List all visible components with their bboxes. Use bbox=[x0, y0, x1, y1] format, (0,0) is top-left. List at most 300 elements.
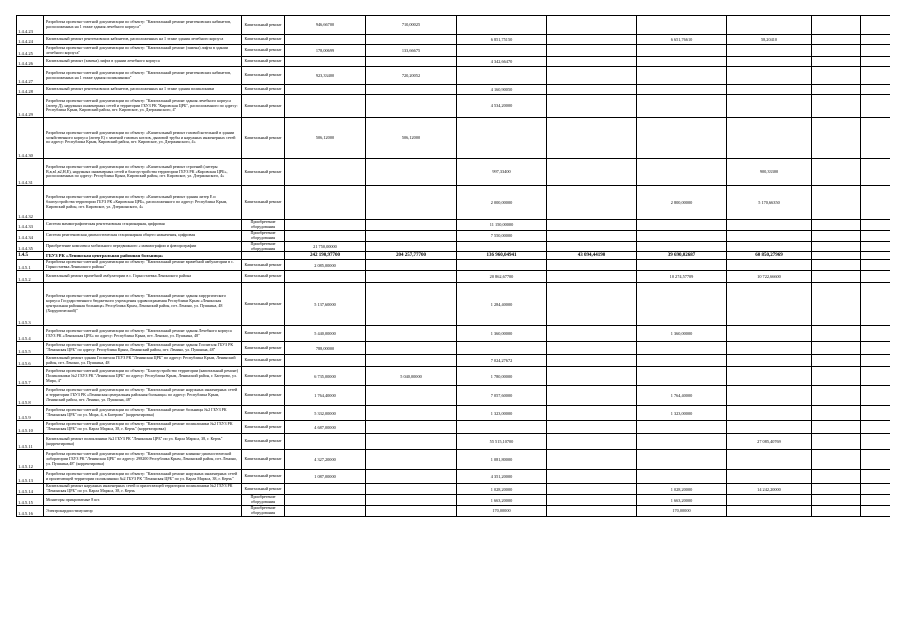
row-value-4 bbox=[547, 484, 637, 495]
row-value-2 bbox=[366, 57, 457, 67]
row-value-3: 1 028,20000 bbox=[457, 484, 547, 495]
row-value-6 bbox=[727, 230, 812, 241]
row-code: 1.4.5.4 bbox=[17, 326, 44, 342]
row-value-5 bbox=[637, 355, 727, 367]
row-value-6 bbox=[727, 342, 812, 355]
row-work-type: Капитальный ремонт bbox=[242, 484, 285, 495]
row-value-3: 4 160,90050 bbox=[457, 85, 547, 95]
row-value-1: 946,66700 bbox=[285, 16, 366, 35]
row-empty-cell bbox=[812, 67, 861, 85]
table-row bbox=[17, 495, 891, 506]
row-empty-cell bbox=[812, 421, 861, 434]
row-value-4 bbox=[547, 450, 637, 470]
row-empty-cell bbox=[812, 230, 861, 241]
row-empty-cell bbox=[812, 484, 861, 495]
row-value-4 bbox=[547, 506, 637, 517]
row-value-5: 2 800,00000 bbox=[637, 186, 727, 220]
row-work-type: Приобретение оборудования bbox=[242, 495, 285, 506]
row-value-5 bbox=[637, 434, 727, 450]
row-code: 1.4.5.13 bbox=[17, 470, 44, 484]
row-value-2 bbox=[366, 342, 457, 355]
table-row bbox=[17, 35, 891, 45]
row-value-3: 7 550,00000 bbox=[457, 230, 547, 241]
row-work-type: Капитальный ремонт bbox=[242, 159, 285, 186]
row-value-3: 55 515,10700 bbox=[457, 434, 547, 450]
row-empty-cell bbox=[861, 35, 891, 45]
row-value-1: 1 087,00000 bbox=[285, 470, 366, 484]
row-code: 1.4.4.26 bbox=[17, 57, 44, 67]
row-value-1: 4 327,20000 bbox=[285, 450, 366, 470]
table-row bbox=[17, 67, 891, 85]
row-value-2 bbox=[366, 186, 457, 220]
table-body bbox=[17, 16, 891, 517]
row-value-5 bbox=[637, 67, 727, 85]
row-value-6 bbox=[727, 495, 812, 506]
row-value-4 bbox=[547, 386, 637, 406]
row-value-4 bbox=[547, 260, 637, 271]
row-value-1: 242 190,97700 bbox=[285, 252, 366, 260]
table-row bbox=[17, 95, 891, 118]
row-empty-cell bbox=[812, 45, 861, 57]
row-value-1: 5 137,60000 bbox=[285, 283, 366, 326]
row-value-2: 5 040,00000 bbox=[366, 367, 457, 386]
row-description: Капитальный ремонт рентгеновских кабинетов, расположенных на 1 этаже здания поликлиники bbox=[44, 85, 242, 95]
row-value-4 bbox=[547, 241, 637, 252]
row-empty-cell bbox=[812, 252, 861, 260]
row-work-type: Капитальный ремонт bbox=[242, 421, 285, 434]
row-empty-cell bbox=[812, 386, 861, 406]
row-description: ГБУЗ РК «Ленинская центральная районная больница» bbox=[44, 252, 242, 260]
row-value-2 bbox=[366, 95, 457, 118]
row-value-2 bbox=[366, 260, 457, 271]
row-value-4 bbox=[547, 326, 637, 342]
row-empty-cell bbox=[861, 342, 891, 355]
row-code: 1.4.5.10 bbox=[17, 421, 44, 434]
row-empty-cell bbox=[861, 283, 891, 326]
row-value-3: 1 360,00000 bbox=[457, 326, 547, 342]
table-row bbox=[17, 470, 891, 484]
row-description: Разработка проектно-сметной документации по объекту: "Капитальный ремонт здания лечебного корпуса (литер Д), наружных инженерных сетей и территории ГБУЗ РК "Кировская ЦРБ", расположенного по адресу: Республика Крым, Кировский район, пгт. Кировское, ул. Дзержинского, 4" bbox=[44, 95, 242, 118]
row-value-3: 1 323,00000 bbox=[457, 406, 547, 421]
row-value-2 bbox=[366, 495, 457, 506]
row-description: Система рентгеновская диагностическая стационарная общего назначения, цифровая bbox=[44, 230, 242, 241]
row-work-type: Капитальный ремонт bbox=[242, 45, 285, 57]
row-value-2 bbox=[366, 159, 457, 186]
table-row bbox=[17, 406, 891, 421]
row-value-1 bbox=[285, 434, 366, 450]
row-description: Капитальный ремонт наружных инженерных сетей и прилегающей территории поликлиники №2 ГБУЗ РК "Ленинская ЦРБ" по ул. Карла Маркса, 38, г. Керчь bbox=[44, 484, 242, 495]
row-work-type: Капитальный ремонт bbox=[242, 35, 285, 45]
row-value-2: 710,00025 bbox=[366, 16, 457, 35]
row-code: 1.4.4.33 bbox=[17, 220, 44, 231]
row-value-5: 10 274,57709 bbox=[637, 271, 727, 283]
row-value-5: 170,00000 bbox=[637, 506, 727, 517]
row-value-1: 2 085,00000 bbox=[285, 260, 366, 271]
row-code: 1.4.4.31 bbox=[17, 159, 44, 186]
row-work-type: Капитальный ремонт bbox=[242, 434, 285, 450]
row-description: Разработка проектно-сметной документации по объекту: "Капитальный ремонт рентгеновских кабинетов, расположенных на 1 этаже здания лечебного корпуса" bbox=[44, 16, 242, 35]
row-value-2 bbox=[366, 434, 457, 450]
row-value-4 bbox=[547, 367, 637, 386]
table-row bbox=[17, 186, 891, 220]
row-work-type: Капитальный ремонт bbox=[242, 355, 285, 367]
row-empty-cell bbox=[861, 57, 891, 67]
row-value-1 bbox=[285, 35, 366, 45]
row-code: 1.4.4.35 bbox=[17, 241, 44, 252]
row-value-6 bbox=[727, 260, 812, 271]
row-value-1 bbox=[285, 230, 366, 241]
table-row bbox=[17, 421, 891, 434]
row-empty-cell bbox=[812, 95, 861, 118]
row-value-3 bbox=[457, 342, 547, 355]
row-work-type: Капитальный ремонт bbox=[242, 260, 285, 271]
row-work-type bbox=[242, 252, 285, 260]
row-value-3: 20 862,67700 bbox=[457, 271, 547, 283]
row-value-5 bbox=[637, 85, 727, 95]
row-value-4 bbox=[547, 495, 637, 506]
row-value-6 bbox=[727, 57, 812, 67]
row-work-type: Капитальный ремонт bbox=[242, 67, 285, 85]
row-description: Мониторы прикроватные 8 шт. bbox=[44, 495, 242, 506]
row-empty-cell bbox=[812, 367, 861, 386]
row-value-2: 204 257,77700 bbox=[366, 252, 457, 260]
row-empty-cell bbox=[861, 484, 891, 495]
row-empty-cell bbox=[861, 326, 891, 342]
row-empty-cell bbox=[812, 241, 861, 252]
row-empty-cell bbox=[812, 406, 861, 421]
row-description: Разработка проектно-сметной документации по объекту: "Капитальный ремонт здания хирургического корпуса Государственного бюджетного учреждения здравоохранения Республики Крым «Ленинская центральная районная больница» Республика Крым, Ленинский район, пгт. Ленино, ул. Пушкина, 48 (Хирургический)" bbox=[44, 283, 242, 326]
row-empty-cell bbox=[861, 506, 891, 517]
row-work-type: Капитальный ремонт bbox=[242, 186, 285, 220]
row-code: 1.4.4.25 bbox=[17, 45, 44, 57]
row-empty-cell bbox=[861, 45, 891, 57]
row-empty-cell bbox=[812, 326, 861, 342]
row-value-3 bbox=[457, 241, 547, 252]
row-empty-cell bbox=[861, 230, 891, 241]
row-empty-cell bbox=[861, 355, 891, 367]
row-description: Приобретение комплекса мобильного передвижного « маммографии и флюорографии bbox=[44, 241, 242, 252]
row-value-6 bbox=[727, 16, 812, 35]
row-description: Разработка проектно-сметной документации по объекту: "Капитальный ремонт рентгеновских кабинетов, расположенных на 1 этаже здания поликлиники" bbox=[44, 67, 242, 85]
row-empty-cell bbox=[812, 271, 861, 283]
row-work-type: Капитальный ремонт bbox=[242, 342, 285, 355]
row-code: 1.4.5 bbox=[17, 252, 44, 260]
row-value-4 bbox=[547, 470, 637, 484]
row-value-6 bbox=[727, 355, 812, 367]
row-value-2 bbox=[366, 230, 457, 241]
row-work-type: Капитальный ремонт bbox=[242, 57, 285, 67]
row-empty-cell bbox=[861, 406, 891, 421]
row-value-5: 1 663,20000 bbox=[637, 495, 727, 506]
row-value-5 bbox=[637, 57, 727, 67]
row-value-5 bbox=[637, 367, 727, 386]
row-value-5 bbox=[637, 45, 727, 57]
row-empty-cell bbox=[861, 118, 891, 159]
row-value-4 bbox=[547, 159, 637, 186]
row-code: 1.4.5.15 bbox=[17, 495, 44, 506]
row-code: 1.4.5.11 bbox=[17, 434, 44, 450]
row-code: 1.4.5.8 bbox=[17, 386, 44, 406]
row-work-type: Капитальный ремонт bbox=[242, 326, 285, 342]
row-work-type: Приобретение оборудования bbox=[242, 220, 285, 231]
row-value-1 bbox=[285, 495, 366, 506]
row-value-3 bbox=[457, 16, 547, 35]
row-value-2 bbox=[366, 386, 457, 406]
row-empty-cell bbox=[812, 470, 861, 484]
row-value-3: 11 150,00000 bbox=[457, 220, 547, 231]
row-work-type: Капитальный ремонт bbox=[242, 271, 285, 283]
row-value-1: 923,33400 bbox=[285, 67, 366, 85]
row-empty-cell bbox=[861, 252, 891, 260]
row-work-type: Капитальный ремонт bbox=[242, 450, 285, 470]
row-code: 1.4.4.29 bbox=[17, 95, 44, 118]
row-value-6: 5 170,66350 bbox=[727, 186, 812, 220]
row-value-4: 43 094,44190 bbox=[547, 252, 637, 260]
row-code: 1.4.5.6 bbox=[17, 355, 44, 367]
row-value-1 bbox=[285, 271, 366, 283]
row-value-2 bbox=[366, 326, 457, 342]
row-empty-cell bbox=[861, 450, 891, 470]
row-empty-cell bbox=[812, 434, 861, 450]
row-value-3: 1 663,20000 bbox=[457, 495, 547, 506]
row-value-6: 10 722,66600 bbox=[727, 271, 812, 283]
table-row bbox=[17, 434, 891, 450]
row-value-2 bbox=[366, 450, 457, 470]
row-description: Разработка проектно-сметной документации по объекту: "Капитальный ремонт клинико-диагностической лаборатории ГБУЗ РК "Ленинская ЦРБ" по адресу: 298200 Республика Крым, Ленинский район, пгт. Ленино, ул. Пушкина,48" (корректировка) bbox=[44, 450, 242, 470]
row-empty-cell bbox=[861, 85, 891, 95]
row-code: 1.4.5.2 bbox=[17, 271, 44, 283]
row-value-2 bbox=[366, 355, 457, 367]
row-value-2 bbox=[366, 484, 457, 495]
row-value-3: 1 081,80000 bbox=[457, 450, 547, 470]
table-row bbox=[17, 230, 891, 241]
row-value-1 bbox=[285, 484, 366, 495]
row-value-5 bbox=[637, 159, 727, 186]
row-code: 1.4.5.9 bbox=[17, 406, 44, 421]
document-page bbox=[16, 15, 890, 630]
row-description: Капитальный ремонт врачебной амбулатории в с. Горностаевка Ленинского района bbox=[44, 271, 242, 283]
row-value-2 bbox=[366, 506, 457, 517]
row-description: Разработка проектно-сметной документации по объекту: "Капитальный ремонт наружных инженерных сетей и прилегающей территории поликлиники №2 ГБУЗ РК "Ленинская ЦРБ" по ул. Карла Маркса, 38, г. Керчь" bbox=[44, 470, 242, 484]
table-row bbox=[17, 260, 891, 271]
row-value-4 bbox=[547, 342, 637, 355]
table-row bbox=[17, 283, 891, 326]
row-value-4 bbox=[547, 57, 637, 67]
row-value-4 bbox=[547, 271, 637, 283]
row-empty-cell bbox=[812, 57, 861, 67]
row-work-type: Капитальный ремонт bbox=[242, 283, 285, 326]
row-work-type: Капитальный ремонт bbox=[242, 470, 285, 484]
row-value-3: 6 851,75150 bbox=[457, 35, 547, 45]
row-work-type: Приобретение оборудования bbox=[242, 506, 285, 517]
row-value-1 bbox=[285, 506, 366, 517]
row-empty-cell bbox=[812, 283, 861, 326]
row-code: 1.4.5.3 bbox=[17, 283, 44, 326]
row-empty-cell bbox=[812, 450, 861, 470]
row-value-2: 133,66675 bbox=[366, 45, 457, 57]
table-row bbox=[17, 241, 891, 252]
row-work-type: Приобретение оборудования bbox=[242, 230, 285, 241]
row-value-5 bbox=[637, 450, 727, 470]
row-description: Капитальный ремонт поликлиники №2 ГБУЗ РК "Ленинская ЦРБ" по ул. Карла Маркса, 38, г. Керчь" (корректировка) bbox=[44, 434, 242, 450]
row-value-2 bbox=[366, 271, 457, 283]
row-value-4 bbox=[547, 95, 637, 118]
row-description: Разработка проектно-сметной документации по объекту: "Капитальный ремонт наружных инженерных сетей и территории ГБУЗ РК «Ленинская центральная районная больница» по адресу: Республика Крым, Ленинский район, пгт. Ленино, ул. Пушкина, 48" bbox=[44, 386, 242, 406]
row-value-3 bbox=[457, 45, 547, 57]
row-value-3: 7 024,27672 bbox=[457, 355, 547, 367]
row-empty-cell bbox=[812, 220, 861, 231]
row-code: 1.4.4.28 bbox=[17, 85, 44, 95]
row-value-4 bbox=[547, 45, 637, 57]
row-value-3 bbox=[457, 118, 547, 159]
row-work-type: Капитальный ремонт bbox=[242, 95, 285, 118]
row-empty-cell bbox=[861, 367, 891, 386]
row-empty-cell bbox=[861, 495, 891, 506]
table-row bbox=[17, 16, 891, 35]
row-empty-cell bbox=[812, 186, 861, 220]
table-row bbox=[17, 484, 891, 495]
row-value-1 bbox=[285, 355, 366, 367]
row-code: 1.4.5.12 bbox=[17, 450, 44, 470]
row-description: Разработка проектно-сметной документации по объекту: "Капитальный ремонт здания Лечебного корпуса ГБУЗ РК «Ленинская ЦРБ» по адресу: Республика Крым, пгт. Ленино, ул. Пушкина, 48" bbox=[44, 326, 242, 342]
row-empty-cell bbox=[812, 260, 861, 271]
row-work-type: Капитальный ремонт bbox=[242, 367, 285, 386]
row-empty-cell bbox=[812, 16, 861, 35]
row-value-2 bbox=[366, 241, 457, 252]
row-description: Капитальный ремонт (замена) лифта в здании лечебного корпуса bbox=[44, 57, 242, 67]
row-code: 1.4.5.16 bbox=[17, 506, 44, 517]
table-row bbox=[17, 220, 891, 231]
row-value-2 bbox=[366, 470, 457, 484]
row-empty-cell bbox=[861, 421, 891, 434]
row-value-4 bbox=[547, 283, 637, 326]
row-value-6 bbox=[727, 220, 812, 231]
row-value-4 bbox=[547, 186, 637, 220]
row-value-1: 506,12000 bbox=[285, 118, 366, 159]
row-value-2 bbox=[366, 85, 457, 95]
row-value-1: 178,00699 bbox=[285, 45, 366, 57]
row-empty-cell bbox=[861, 159, 891, 186]
row-code: 1.4.4.27 bbox=[17, 67, 44, 85]
row-value-5 bbox=[637, 283, 727, 326]
row-code: 1.4.5.5 bbox=[17, 342, 44, 355]
row-value-6 bbox=[727, 67, 812, 85]
row-work-type: Капитальный ремонт bbox=[242, 85, 285, 95]
row-empty-cell bbox=[861, 260, 891, 271]
row-value-2 bbox=[366, 421, 457, 434]
table-row bbox=[17, 326, 891, 342]
budget-table bbox=[16, 15, 890, 517]
row-description: Разработка проектно-сметной документации по объекту: «Капитальный ремонт здания литер Е и благоустройства территории ГБУЗ РК «Кировская ЦРБ», расположенного по адресу: Республика Крым, Кировский район, пгт. Кировское, ул. Дзержинского, 4» bbox=[44, 186, 242, 220]
row-value-4 bbox=[547, 16, 637, 35]
row-value-3: 7 057,60000 bbox=[457, 386, 547, 406]
row-value-1 bbox=[285, 95, 366, 118]
row-value-6 bbox=[727, 406, 812, 421]
row-value-2: 506,12000 bbox=[366, 118, 457, 159]
row-value-6 bbox=[727, 326, 812, 342]
row-value-6: 14 242,20000 bbox=[727, 484, 812, 495]
row-description: Разработка проектно-сметной документации по объекту: "Капитальный ремонт (замена) лифта в здании лечебного корпуса" bbox=[44, 45, 242, 57]
row-empty-cell bbox=[812, 35, 861, 45]
row-empty-cell bbox=[812, 85, 861, 95]
row-value-1 bbox=[285, 85, 366, 95]
row-value-6 bbox=[727, 386, 812, 406]
row-description: Разработка проектно-сметной документации по объекту: «Капитальный ремонт газовой котельной в здании хозяйственного корпуса (литер Е) с заменой газовых котлов, дымовой трубы и наружных инженерных сетей по адресу: Республика Крым, Кировский район, пгт. Кировское, ул. Дзержинского, 4» bbox=[44, 118, 242, 159]
row-description: Разработка проектно-сметной документации по объекту: "Капитальный ремонт поликлиники №2 ГБУЗ РК "Ленинская ЦРБ" по ул. Карла Маркса, 38, г. Керчь" (корректировка) bbox=[44, 421, 242, 434]
row-value-5 bbox=[637, 470, 727, 484]
row-value-3: 2 000,00000 bbox=[457, 186, 547, 220]
row-value-6 bbox=[727, 241, 812, 252]
row-value-4 bbox=[547, 355, 637, 367]
row-empty-cell bbox=[861, 241, 891, 252]
row-empty-cell bbox=[812, 495, 861, 506]
row-work-type: Приобретение оборудования bbox=[242, 241, 285, 252]
row-value-5 bbox=[637, 421, 727, 434]
row-value-6 bbox=[727, 470, 812, 484]
row-value-2 bbox=[366, 35, 457, 45]
table-row bbox=[17, 271, 891, 283]
row-description: Капитальный ремонт здания Госпиталя ГБУЗ РК "Ленинская ЦРБ" по адресу: Республика Крым, Ленинский район, пгт. Ленино, ул. Пушкина, 48 bbox=[44, 355, 242, 367]
row-value-1: 6 735,00000 bbox=[285, 367, 366, 386]
row-value-3 bbox=[457, 67, 547, 85]
row-value-4 bbox=[547, 434, 637, 450]
row-value-6 bbox=[727, 506, 812, 517]
row-value-1: 788,00000 bbox=[285, 342, 366, 355]
row-value-5 bbox=[637, 241, 727, 252]
row-empty-cell bbox=[812, 118, 861, 159]
row-value-6: 27 085,40769 bbox=[727, 434, 812, 450]
row-code: 1.4.5.7 bbox=[17, 367, 44, 386]
table-row bbox=[17, 45, 891, 57]
row-value-5: 1 323,00000 bbox=[637, 406, 727, 421]
row-empty-cell bbox=[861, 271, 891, 283]
row-description: Разработка проектно-сметной документации по объекту: «Капитальный ремонт строений (литеры В,в,в1,в2,Н,Е), наружных инженерных сетей и благоустройства территории ГБУЗ РК «Кировская ЦРБ», расположенных по адресу: Республика Крым, Кировский район, пгт. Кировское, ул. Дзержинского, 4» bbox=[44, 159, 242, 186]
row-work-type: Капитальный ремонт bbox=[242, 16, 285, 35]
row-value-6 bbox=[727, 421, 812, 434]
row-value-6 bbox=[727, 367, 812, 386]
row-value-2 bbox=[366, 220, 457, 231]
table-row bbox=[17, 355, 891, 367]
row-value-1: 1 764,40000 bbox=[285, 386, 366, 406]
row-empty-cell bbox=[861, 16, 891, 35]
row-value-1 bbox=[285, 57, 366, 67]
row-value-1: 5 440,00000 bbox=[285, 326, 366, 342]
row-empty-cell bbox=[812, 159, 861, 186]
row-value-3 bbox=[457, 260, 547, 271]
row-description: Разработка проектно-сметной документации по объекту: "Благоустройство территории (капитальный ремонт) Поликлиники №2 ГБУЗ РК "Ленинская ЦРБ" по адресу: Республика Крым, Ленинский район, г. Багерово, ул. Мира, 4" bbox=[44, 367, 242, 386]
table-row bbox=[17, 367, 891, 386]
row-description: Капитальный ремонт рентгеновских кабинетов, расположенных на 1 этаже здания лечебного корпуса bbox=[44, 35, 242, 45]
row-value-5 bbox=[637, 220, 727, 231]
row-value-3 bbox=[457, 421, 547, 434]
row-value-5: 1 360,00000 bbox=[637, 326, 727, 342]
row-description: Разработка проектно-сметной документации по объекту: "Капитальный ремонт здания Госпиталя ГБУЗ РК "Ленинская ЦРБ" по адресу: Республика Крым, Ленинский район, пгт. Ленино, ул. Пушкина, 48" bbox=[44, 342, 242, 355]
row-value-4 bbox=[547, 118, 637, 159]
row-value-4 bbox=[547, 67, 637, 85]
row-value-6 bbox=[727, 85, 812, 95]
row-value-1: 4 687,00000 bbox=[285, 421, 366, 434]
row-value-1 bbox=[285, 186, 366, 220]
table-row bbox=[17, 386, 891, 406]
row-value-4 bbox=[547, 421, 637, 434]
table-row bbox=[17, 342, 891, 355]
row-value-5 bbox=[637, 230, 727, 241]
row-work-type: Капитальный ремонт bbox=[242, 386, 285, 406]
row-value-3: 136 960,04941 bbox=[457, 252, 547, 260]
row-value-3: 4 534,20000 bbox=[457, 95, 547, 118]
row-code: 1.4.4.30 bbox=[17, 118, 44, 159]
row-empty-cell bbox=[861, 434, 891, 450]
